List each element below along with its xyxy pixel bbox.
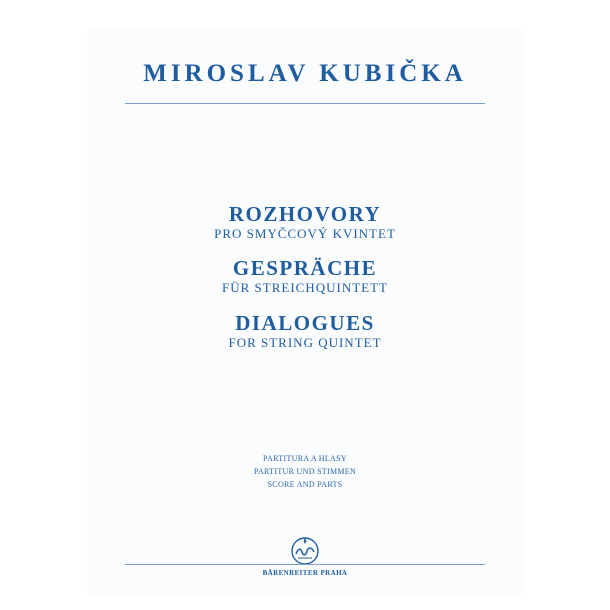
title-english: DIALOGUES [235,311,375,335]
publisher-name: BÄRENREITER PRAHA [262,569,348,577]
subtitle-czech: PRO SMYČCOVÝ KVINTET [214,226,396,241]
edition-czech: PARTITURA A HLASY [263,454,347,463]
subtitle-german: FÜR STREICHQUINTETT [222,280,388,295]
composer-name: MIROSLAV KUBIČKA [143,60,467,87]
top-divider [125,103,485,104]
title-german: GESPRÄCHE [232,256,378,280]
subtitle-english: FOR STRING QUINTET [228,335,382,350]
title-czech: ROZHOVORY [228,202,382,226]
barenreiter-logo-icon [289,534,321,566]
edition-german: PARTITUR UND STIMMEN [253,467,357,476]
edition-english: SCORE AND PARTS [267,480,343,489]
bottom-divider [125,564,485,565]
